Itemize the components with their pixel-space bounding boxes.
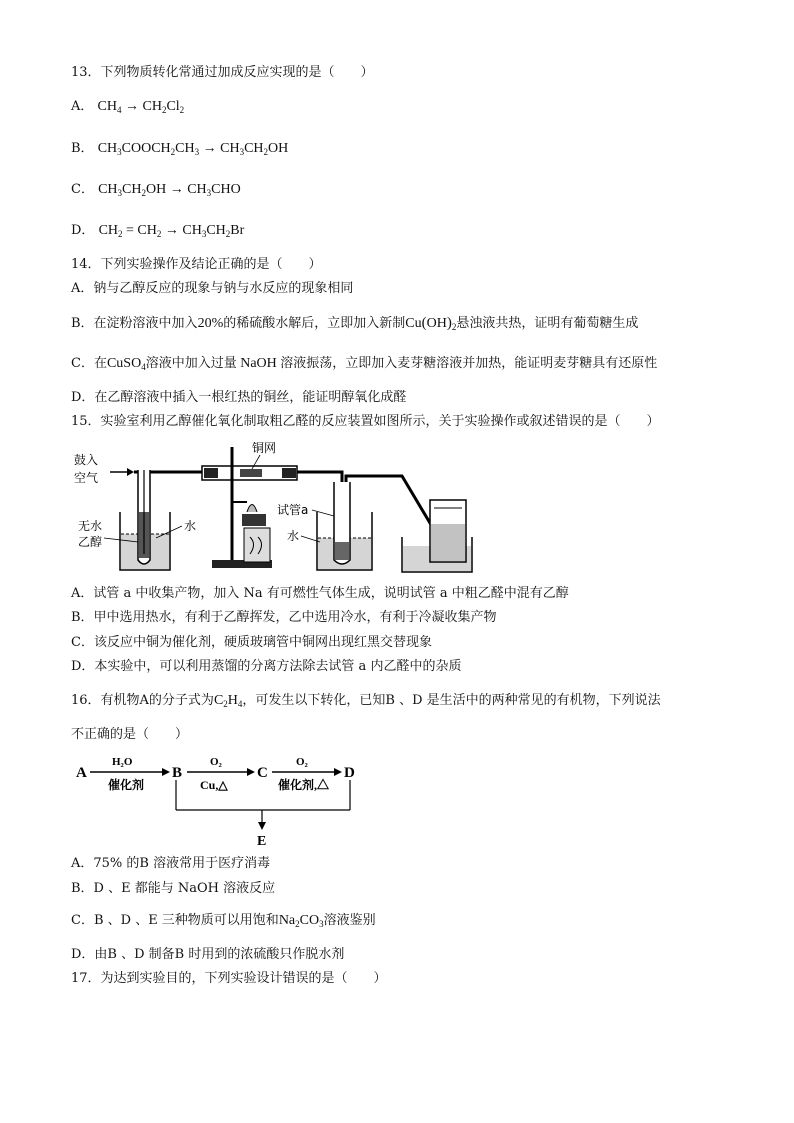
- scheme-r3-bot: 催化剂,△: [278, 778, 330, 792]
- q16-c-pre: C．B 、D 、E 三种物质可以用饱和: [71, 913, 279, 928]
- q14-c-mid: 溶液中加入过量: [145, 356, 237, 371]
- q13-option-a[interactable]: [71, 98, 184, 116]
- c2h4-formula: $C_2H_4$: [213, 693, 243, 709]
- scheme-node-a: A: [76, 765, 87, 781]
- q17-stem: 17．为达到实验目的，下列实验设计错误的是（ ）: [71, 971, 387, 986]
- q13-option-b[interactable]: [71, 140, 288, 158]
- fig-label-anhydrous2: 乙醇: [78, 535, 103, 549]
- scheme-r2-top: O₂: [210, 756, 222, 768]
- scheme-r2-bot: Cu,△: [200, 778, 228, 792]
- q13-option-c[interactable]: [71, 181, 241, 199]
- equation: $CH_4 \to CH_2Cl_2$: [97, 99, 185, 115]
- q14-option-d[interactable]: D．在乙醇溶液中插入一根红热的铜丝，能证明醇氧化成醛: [71, 390, 407, 405]
- q15-option-c[interactable]: C．该反应中铜为催化剂，硬质玻璃管中铜网出现红黑交替现象: [71, 635, 432, 650]
- q16-stem-line2: 不正确的是（ ）: [71, 727, 189, 742]
- option-label: B．: [71, 141, 94, 156]
- q16-c-post: 溶液鉴别: [323, 913, 376, 928]
- q14-option-c[interactable]: [71, 355, 657, 373]
- q13-option-d[interactable]: [71, 222, 244, 240]
- copper-hydroxide-formula: $Cu(OH)_2$: [405, 315, 457, 332]
- q16-stem-pre: 16．有机物A的分子式为: [71, 693, 214, 708]
- naoh-formula: NaOH: [236, 356, 281, 371]
- scheme-node-d: D: [344, 765, 355, 781]
- scheme-r1-top: H₂O: [112, 756, 133, 768]
- q16-option-a[interactable]: A．75% 的B 溶液常用于医疗消毒: [71, 856, 271, 871]
- fig-label-copper-mesh: 铜网: [252, 442, 277, 455]
- scheme-node-b: B: [172, 765, 183, 781]
- fig-label-tube-a: 试管a: [277, 503, 309, 517]
- option-label: A．: [71, 99, 94, 114]
- sodium-carbonate-formula: $Na_2CO_3$: [278, 913, 324, 929]
- q15-option-a[interactable]: A．试管 a 中收集产物，加入 Na 有可燃性气体生成，说明试管 a 中粗乙醛中混有乙醇: [71, 586, 569, 601]
- option-label: C．: [71, 182, 94, 197]
- apparatus-figure: [72, 442, 552, 577]
- q16-option-d[interactable]: D．由B 、D 制备B 时用到的浓硫酸只作脱水剂: [71, 947, 345, 962]
- q13-stem: 13．下列物质转化常通过加成反应实现的是（ ）: [71, 65, 374, 80]
- q14-b-pre: B．在淀粉溶液中加入: [71, 316, 198, 331]
- q14-c-post: 溶液振荡，立即加入麦芽糖溶液并加热，能证明麦芽糖具有还原性: [280, 356, 658, 371]
- equation: $CH_3COOCH_2CH_3 \to CH_3CH_2OH$: [97, 141, 289, 157]
- q14-b-post: 悬浊液共热，证明有葡萄糖生成: [456, 316, 639, 331]
- option-label: D．: [71, 223, 95, 238]
- scheme-node-c: C: [257, 765, 268, 781]
- copper-sulfate-formula: CuSO$_4$: [106, 356, 146, 372]
- scheme-node-e: E: [257, 834, 267, 849]
- equation: $CH_2 = CH_2 \to CH_3CH_2Br$: [98, 223, 245, 239]
- q16-option-c[interactable]: [71, 912, 376, 930]
- fig-label-water-left: 水: [184, 519, 197, 533]
- q14-option-a[interactable]: A．钠与乙醇反应的现象与钠与水反应的现象相同: [71, 281, 354, 296]
- equation: $CH_3CH_2OH \to CH_3CHO$: [98, 182, 241, 198]
- scheme-r1-bot: 催化剂: [108, 778, 145, 792]
- q14-b-mid: 的稀硫酸水解后，立即加入新制: [223, 316, 406, 331]
- fig-label-air1: 鼓入: [74, 453, 99, 467]
- q16-stem-post: ，可发生以下转化，已知B 、D 是生活中的两种常见的有机物，下列说法: [242, 693, 661, 708]
- q16-stem: [71, 692, 661, 710]
- q14-b-pct: 20%: [197, 316, 224, 331]
- fig-label-water-right: 水: [287, 529, 300, 543]
- q15-option-d[interactable]: D．本实验中，可以利用蒸馏的分离方法除去试管 a 内乙醛中的杂质: [71, 659, 462, 674]
- q14-c-pre: C．在: [71, 356, 107, 371]
- fig-label-anhydrous1: 无水: [78, 519, 103, 533]
- q16-option-b[interactable]: B．D 、E 都能与 NaOH 溶液反应: [71, 881, 276, 896]
- q15-stem: 15．实验室利用乙醇催化氧化制取粗乙醛的反应装置如图所示，关于实验操作或叙述错误的是（ ）: [71, 414, 660, 429]
- q14-stem: 14．下列实验操作及结论正确的是（ ）: [71, 257, 322, 272]
- scheme-r3-top: O₂: [296, 756, 308, 768]
- reaction-scheme: [72, 752, 372, 850]
- q14-option-b[interactable]: [71, 314, 638, 333]
- fig-label-air2: 空气: [74, 471, 99, 485]
- q15-option-b[interactable]: B．甲中选用热水，有利于乙醇挥发，乙中选用冷水，有利于冷凝收集产物: [71, 610, 497, 625]
